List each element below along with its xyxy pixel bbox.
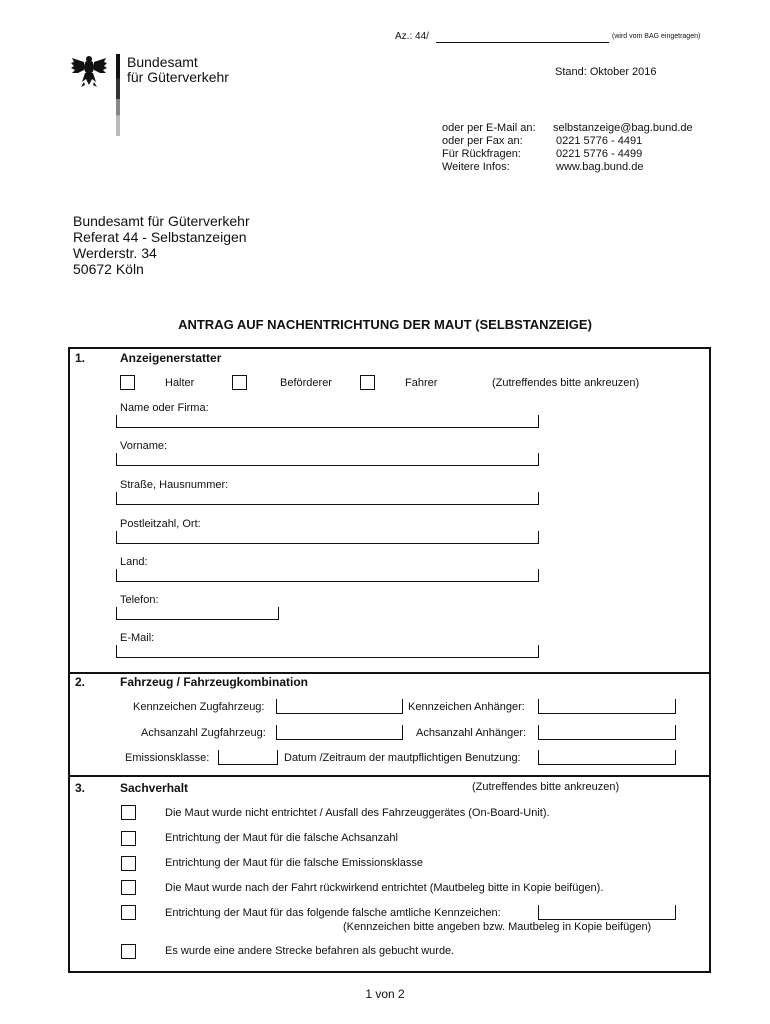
section2-title: Fahrzeug / Fahrzeugkombination bbox=[120, 675, 309, 689]
address-line: 50672 Köln bbox=[73, 261, 144, 277]
form-title: ANTRAG AUF NACHENTRICHTUNG DER MAUT (SELBSTANZEIGE) bbox=[178, 317, 592, 332]
land-field[interactable] bbox=[116, 569, 539, 582]
kennzeichen-zug-label: Kennzeichen Zugfahrzeug: bbox=[133, 701, 265, 713]
kennzeichen-anh-label: Kennzeichen Anhänger: bbox=[408, 701, 525, 713]
reason-checkbox-2[interactable] bbox=[121, 831, 136, 846]
emission-field[interactable] bbox=[218, 750, 278, 765]
plz-ort-field[interactable] bbox=[116, 531, 539, 544]
address-line: Referat 44 - Selbstanzeigen bbox=[73, 229, 247, 245]
address-block bbox=[73, 213, 250, 277]
halter-label: Halter bbox=[165, 377, 195, 389]
datum-label: Datum /Zeitraum der mautpflichtigen Benutzung: bbox=[284, 752, 521, 764]
vorname-label: Vorname: bbox=[120, 440, 168, 452]
kennzeichen-anh-field[interactable] bbox=[538, 699, 676, 714]
vorname-field[interactable] bbox=[116, 453, 539, 466]
reason-label-2: Entrichtung der Maut für die falsche Achsanzahl bbox=[165, 832, 398, 844]
contact-label: oder per Fax an: bbox=[442, 135, 523, 147]
contact-phone: 0221 5776 - 4499 bbox=[556, 148, 643, 160]
befoerderer-label: Beförderer bbox=[280, 377, 332, 389]
contact-fax: 0221 5776 - 4491 bbox=[556, 135, 643, 147]
section-divider bbox=[68, 775, 709, 777]
reason-checkbox-3[interactable] bbox=[121, 856, 136, 871]
contact-label: Weitere Infos: bbox=[442, 161, 510, 173]
contact-values bbox=[553, 122, 693, 174]
reason-checkbox-1[interactable] bbox=[121, 805, 136, 820]
reason-label-5: Entrichtung der Maut für das folgende falsche amtliche Kennzeichen: bbox=[165, 907, 501, 919]
logo-bar bbox=[116, 54, 120, 136]
telefon-label: Telefon: bbox=[120, 594, 159, 606]
address-line: Werderstr. 34 bbox=[73, 245, 157, 261]
section3-number: 3. bbox=[75, 781, 86, 795]
reason-checkbox-4[interactable] bbox=[121, 880, 136, 895]
reason-label-1: Die Maut wurde nicht entrichtet / Ausfall des Fahrzeuggerätes (On-Board-Unit). bbox=[165, 807, 550, 819]
falsches-kennzeichen-field[interactable] bbox=[538, 905, 676, 920]
achsanzahl-anh-label: Achsanzahl Anhänger: bbox=[416, 727, 527, 739]
logo-line2: für Güterverkehr bbox=[127, 69, 229, 85]
contact-web[interactable]: www.bag.bund.de bbox=[556, 161, 644, 173]
kennzeichen-zug-field[interactable] bbox=[276, 699, 403, 714]
section-divider bbox=[68, 672, 709, 674]
reason-checkbox-6[interactable] bbox=[121, 944, 136, 959]
stand-date: Stand: Oktober 2016 bbox=[555, 66, 657, 78]
achsanzahl-anh-field[interactable] bbox=[538, 725, 676, 740]
contact-label: Für Rückfragen: bbox=[442, 148, 521, 160]
section1-title: Anzeigenerstatter bbox=[120, 351, 222, 365]
strasse-label: Straße, Hausnummer: bbox=[120, 479, 229, 491]
section2-number: 2. bbox=[75, 675, 86, 689]
contact-label: oder per E-Mail an: bbox=[442, 122, 536, 134]
name-label: Name oder Firma: bbox=[120, 402, 209, 414]
contact-labels bbox=[442, 122, 536, 174]
email-label: E-Mail: bbox=[120, 632, 155, 644]
fahrer-checkbox[interactable] bbox=[360, 375, 375, 390]
logo-line1: Bundesamt bbox=[127, 54, 198, 70]
strasse-field[interactable] bbox=[116, 492, 539, 505]
achsanzahl-zug-field[interactable] bbox=[276, 725, 403, 740]
page-number: 1 von 2 bbox=[365, 987, 405, 1001]
section1-number: 1. bbox=[75, 351, 86, 365]
name-field[interactable] bbox=[116, 415, 539, 428]
plz-ort-label: Postleitzahl, Ort: bbox=[120, 518, 201, 530]
emission-label: Emissionsklasse: bbox=[125, 752, 210, 764]
az-label: Az.: 44/ bbox=[395, 31, 429, 42]
section3-note: (Zutreffendes bitte ankreuzen) bbox=[472, 781, 620, 793]
achsanzahl-zug-label: Achsanzahl Zugfahrzeug: bbox=[141, 727, 266, 739]
address-line: Bundesamt für Güterverkehr bbox=[73, 213, 250, 229]
fahrer-label: Fahrer bbox=[405, 377, 438, 389]
befoerderer-checkbox[interactable] bbox=[232, 375, 247, 390]
telefon-field[interactable] bbox=[116, 607, 279, 620]
email-field[interactable] bbox=[116, 645, 539, 658]
reason-label-4: Die Maut wurde nach der Fahrt rückwirkend entrichtet (Mautbeleg bitte in Kopie beifügen). bbox=[165, 882, 604, 894]
eagle-icon bbox=[70, 54, 108, 88]
datum-field[interactable] bbox=[538, 750, 676, 765]
roles-note: (Zutreffendes bitte ankreuzen) bbox=[492, 377, 640, 389]
az-line[interactable] bbox=[436, 42, 609, 43]
reason-checkbox-5[interactable] bbox=[121, 905, 136, 920]
halter-checkbox[interactable] bbox=[120, 375, 135, 390]
reason-label-6: Es wurde eine andere Strecke befahren als gebucht wurde. bbox=[165, 945, 455, 957]
section3-title: Sachverhalt bbox=[120, 781, 189, 795]
contact-email[interactable]: selbstanzeige@bag.bund.de bbox=[553, 122, 693, 134]
reason-label-3: Entrichtung der Maut für die falsche Emissionsklasse bbox=[165, 857, 424, 869]
land-label: Land: bbox=[120, 556, 148, 568]
az-note: (wird vom BAG eingetragen) bbox=[612, 33, 701, 40]
kennzeichen-note: (Kennzeichen bitte angeben bzw. Mautbeleg in Kopie beifügen) bbox=[343, 921, 652, 933]
logo-text bbox=[127, 55, 229, 85]
